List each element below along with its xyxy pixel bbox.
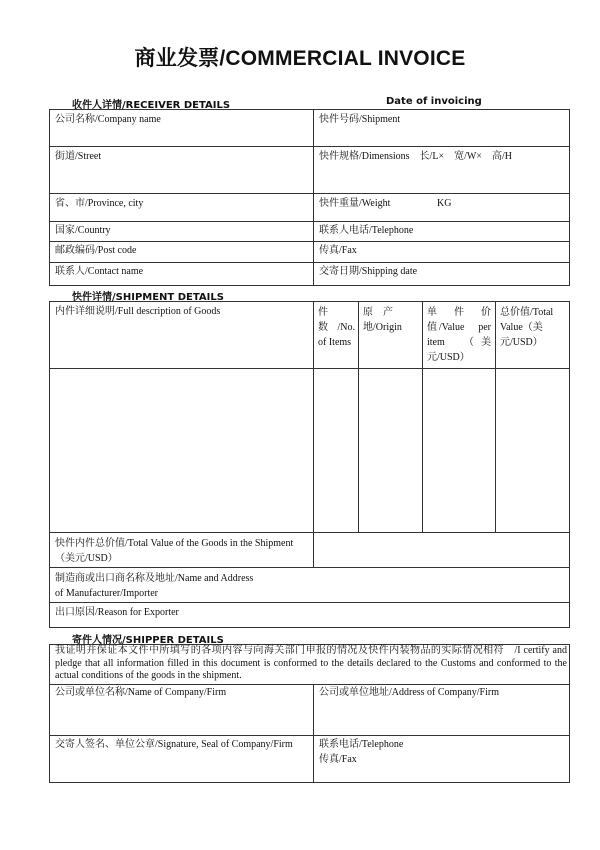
- total-value-goods-input[interactable]: [314, 533, 569, 566]
- shipper-company-name-field[interactable]: 公司或单位名称/Name of Company/Firm: [55, 687, 227, 698]
- province-city-field[interactable]: 省、市/Province, city: [55, 198, 144, 209]
- origin-header: 原 产 地/Origin: [363, 307, 403, 333]
- total-value-cell[interactable]: [496, 369, 569, 531]
- company-name-field[interactable]: 公司名称/Company name: [55, 114, 161, 125]
- export-reason-field[interactable]: 出口原因/Reason for Exporter: [55, 607, 179, 618]
- post-code-field[interactable]: 邮政编码/Post code: [55, 245, 137, 256]
- goods-description-header: 内件详细说明/Full description of Goods: [55, 306, 221, 317]
- shipper-section-title: 寄件人情况/SHIPPER DETAILS: [72, 635, 224, 646]
- contact-telephone-field[interactable]: 联系人电话/Telephone: [319, 225, 414, 236]
- shipping-date-field[interactable]: 交寄日期/Shipping date: [319, 266, 418, 277]
- manufacturer-field[interactable]: 制造商或出口商名称及地址/Name and Address of Manufacturer/Importer: [55, 573, 254, 599]
- shipper-telephone-field[interactable]: 联系电话/Telephone: [319, 739, 404, 750]
- fax-field[interactable]: 传真/Fax: [319, 245, 357, 256]
- goods-description-cell[interactable]: [50, 369, 312, 531]
- total-value-header: 总价值/Total Value（美元/USD）: [500, 307, 554, 348]
- unit-value-header: 单 件 价 值/Value per item （美元/USD）: [427, 307, 501, 363]
- shipment-section-title: 快件详情/SHIPMENT DETAILS: [72, 292, 224, 303]
- street-field[interactable]: 街道/Street: [55, 151, 102, 162]
- weight-field[interactable]: 快件重量/Weight: [319, 198, 391, 209]
- unit-value-cell[interactable]: [423, 369, 494, 531]
- shipper-fax-field[interactable]: 传真/Fax: [319, 754, 357, 765]
- shipper-company-address-field[interactable]: 公司或单位地址/Address of Company/Firm: [319, 687, 499, 698]
- contact-name-field[interactable]: 联系人/Contact name: [55, 266, 144, 277]
- receiver-section-title: 收件人详情/RECEIVER DETAILS: [72, 100, 231, 111]
- dimensions-field[interactable]: 快件规格/Dimensions 长/L× 宽/W× 高/H: [319, 151, 512, 162]
- country-field[interactable]: 国家/Country: [55, 225, 111, 236]
- shipment-number-field[interactable]: 快件号码/Shipment: [319, 114, 401, 125]
- origin-cell[interactable]: [359, 369, 421, 531]
- number-of-items-header: 件 数/No. of Items: [318, 307, 355, 348]
- number-of-items-cell[interactable]: [314, 369, 357, 531]
- certification-statement: 我证明并保证本文件中所填写的各项内容与向海关部门申报的情况及快件内装物品的实际情况相符 /I certify and pledge that all information filled in this document is conformed to the details declared to the Customs and conformed to the actual conditions of the goods in the shipment.: [55, 645, 567, 681]
- date-of-invoicing-label: Date of invoicing: [386, 96, 482, 107]
- signature-seal-field[interactable]: 交寄人签名、单位公章/Signature, Seal of Company/Firm: [55, 739, 293, 750]
- receiver-column-divider: [313, 109, 314, 286]
- total-value-goods-label: 快件内件总价值/Total Value of the Goods in the Shipment（美元/USD）: [55, 538, 294, 564]
- weight-unit: KG: [437, 198, 452, 209]
- invoice-title: 商业发票/COMMERCIAL INVOICE: [134, 47, 466, 70]
